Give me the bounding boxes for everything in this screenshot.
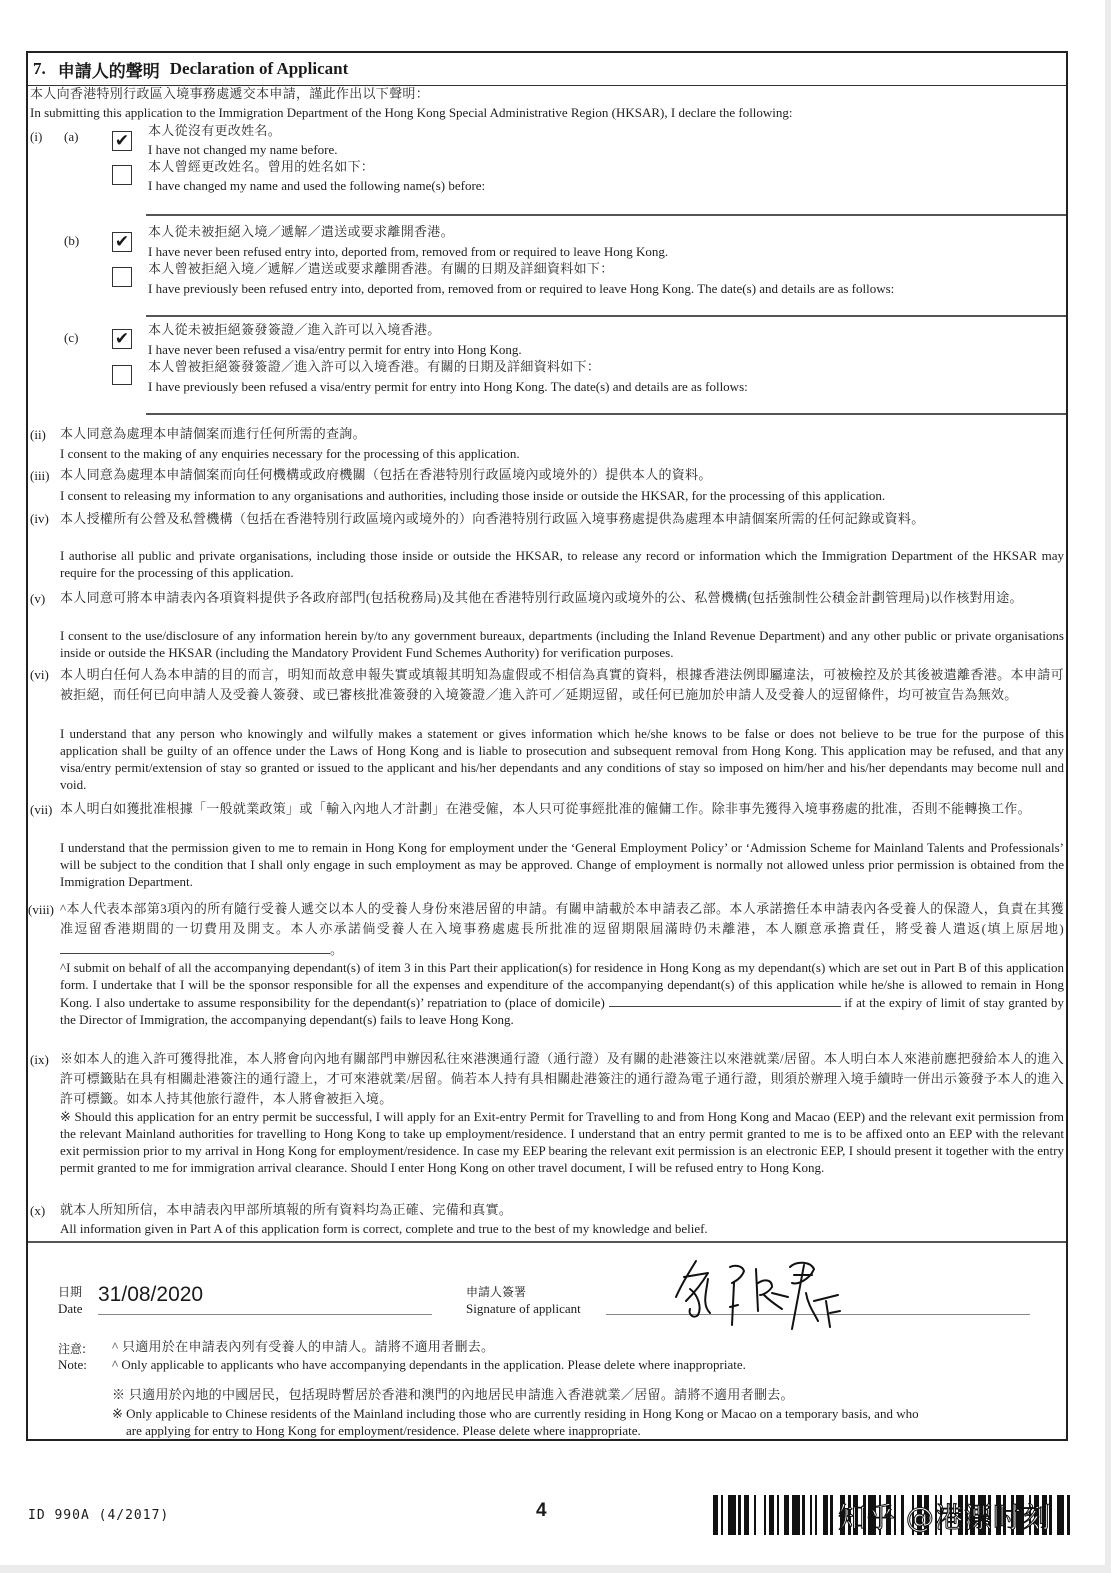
section-number: 7.: [33, 59, 46, 78]
note1-zh: ^ 只適用於在申請表內列有受養人的申請人。請將不適用者刪去。: [112, 1339, 495, 1354]
item-iii-en: I consent to releasing my information to any organisations and authorities, including those inside or outside the HKSAR, for the processing of this application.: [60, 488, 886, 503]
item-vii-label: (vii): [30, 802, 53, 817]
divider: [146, 315, 1066, 317]
checkbox-previously-refused-visa[interactable]: [112, 365, 132, 385]
item-x-en: All information given in Part A of this application form is correct, complete and true to the best of my knowledge and belief.: [60, 1221, 708, 1236]
checkbox-name-changed[interactable]: [112, 165, 132, 185]
intro-zh: 本人向香港特別行政區入境事務處遞交本申請，謹此作出以下聲明：: [30, 86, 430, 101]
declaration-form: [26, 51, 1068, 1441]
option-zh: 本人曾經更改姓名。曾用的姓名如下：: [148, 159, 375, 174]
item-iii-label: (iii): [30, 468, 50, 483]
check-icon: ✔: [114, 130, 130, 151]
item-iii-zh: 本人同意為處理本申請個案而向任何機構或政府機關（包括在香港特別行政區境內或境外的）提供本人的資料。: [60, 467, 712, 482]
option-en: I have changed my name and used the following name(s) before:: [148, 178, 486, 193]
item-x-zh: 就本人所知所信，本申請表內甲部所填報的所有資料均為正確、完備和真實。: [60, 1202, 513, 1217]
item-viii-label: (viii): [28, 902, 54, 917]
item-iv-zh: 本人授權所有公營及私營機構（包括在香港特別行政區境內或境外的）向香港特別行政區入境事務處提供為處理本申請個案所需的任何記錄或資料。: [60, 511, 925, 526]
date-field[interactable]: 31/08/2020: [98, 1283, 204, 1306]
option-zh: 本人曾被拒絕簽發簽證／進入許可以入境香港。有關的日期及詳細資料如下：: [148, 359, 601, 374]
checkbox-never-refused-entry[interactable]: [112, 232, 132, 252]
note-label-zh: 注意:: [58, 1342, 87, 1356]
item-viii-zh: ^本人代表本部第3項內的所有隨行受養人遞交以本人的受養人身份來港居留的申請。有關申請載於本申請表乙部。本人承諾擔任本申請表內各受養人的保證人，負責在其獲准逗留香港期間的一切費用及開支。本人亦承諾倘受養人在入境事務處處長所批准的逗留期限屆滿時仍未離港，本人願意承擔責任，將受養人遣返(填上原居地)。: [60, 901, 1064, 957]
handwritten-signature[interactable]: [668, 1249, 858, 1349]
note2-en-line1: ※ Only applicable to Chinese residents of the Mainland including those who are currently residing in Hong Kong or Macao on a temporary basis, and who: [112, 1406, 919, 1421]
domicile-field-en[interactable]: [609, 993, 841, 1007]
item-v-en: I consent to the use/disclosure of any information herein by/to any government bureaux, departments (including the Inland Revenue Department) and any other public or private organisations inside or outside the HKSAR (including the Mandatory Provident Fund Schemes Authority) for verification purposes.: [60, 628, 1064, 660]
item-i-c-label: (c): [64, 330, 79, 345]
item-i-a-label: (a): [64, 129, 79, 144]
section-title: [28, 53, 1066, 86]
option-en: I have not changed my name before.: [148, 142, 338, 157]
refused-entry-details-field[interactable]: [148, 296, 1066, 314]
item-vi-label: (vi): [30, 667, 49, 682]
option-en: I have never been refused entry into, deported from, removed from or required to leave Hong Kong.: [148, 244, 669, 259]
note-label-en: Note:: [58, 1357, 87, 1372]
previous-names-field[interactable]: [148, 195, 1066, 213]
item-ii-zh: 本人同意為處理本申請個案而進行任何所需的查詢。: [60, 426, 366, 441]
item-ix-label: (ix): [30, 1052, 49, 1067]
item-ix-en: ※ Should this application for an entry permit be successful, I will apply for an Exit-entry Permit for Travelling to and from Hong Kong and Macao (EEP) and the relevant exit permission from the relevant Mainland authorities for travelling to Hong Kong to take up employment/residence. I understand that an entry permit granted to me is to be affixed onto an EEP with the relevant exit permission prior to my arrival in Hong Kong for employment/residence. In case my EEP bearing the relevant exit permission is an electronic EEP, I should present it together with the entry permit granted to me for immigration arrival clearance. Should I enter Hong Kong on other travel document, I will be refused entry to Hong Kong.: [60, 1109, 1064, 1175]
checkbox-never-refused-visa[interactable]: [112, 329, 132, 349]
item-ii-label: (ii): [30, 427, 46, 442]
option-zh: 本人曾被拒絕入境／遞解／遣送或要求離開香港。有關的日期及詳細資料如下：: [148, 261, 614, 276]
note2-en-line2: are applying for entry to Hong Kong for employment/residence. Please delete where inappropriate.: [126, 1423, 641, 1438]
option-zh: 本人從未被拒絕簽發簽證／進入許可以入境香港。: [148, 322, 441, 337]
section-title-zh: 申請人的聲明: [57, 61, 160, 82]
signature-label-zh: 申請人簽署: [466, 1285, 527, 1299]
check-icon: ✔: [114, 231, 130, 252]
option-zh: 本人從未被拒絕入境／遞解／遣送或要求離開香港。: [148, 224, 454, 239]
check-icon: ✔: [114, 328, 130, 349]
date-line: [98, 1314, 432, 1315]
item-x-label: (x): [30, 1203, 46, 1218]
signature-divider: [28, 1241, 1066, 1243]
date-label-en: Date: [58, 1301, 83, 1316]
item-vii-zh: 本人明白如獲批准根據「一般就業政策」或「輸入內地人才計劃」在港受僱，本人只可從事經批准的僱傭工作。除非事先獲得入境事務處的批准，否則不能轉換工作。: [60, 801, 1031, 816]
note2-zh: ※ 只適用於內地的中國居民，包括現時暫居於香港和澳門的內地居民申請進入香港就業／居留。請將不適用者刪去。: [112, 1387, 794, 1402]
item-vii-en: I understand that the permission given to me to remain in Hong Kong for employment under the ‘General Employment Policy’ or ‘Admission Scheme for Mainland Talents and Professionals’ will be subject to the condition that I shall only engage in such employment as may be approved. Change of employment is normally not allowed unless prior permission is obtained from the Immigration Department.: [60, 840, 1064, 889]
domicile-field-zh[interactable]: [60, 939, 330, 954]
option-en: I have previously been refused entry into, deported from, removed from or required to leave Hong Kong. The date(s) and details are as follows:: [148, 281, 895, 296]
item-viii-en: ^I submit on behalf of all the accompanying dependant(s) of item 3 in this Part their application(s) for residence in Hong Kong as my dependant(s) which are set out in Part B of this application form. I undertake that I will be the sponsor responsible for all the expenses and expenditure of the accompanying dependant(s) of this application while he/she is allowed to remain in Hong Kong. I also undertake to assume responsibility for the dependant(s)’ repatriation to (place of domicile) if at the expiry of limit of stay granted by the Director of Immigration, the accompanying dependant(s) fails to leave Hong Kong.: [60, 960, 1065, 1027]
item-ii-en: I consent to the making of any enquiries necessary for the processing of this application.: [60, 446, 520, 461]
page-bottom: [0, 1565, 1111, 1573]
option-en: I have never been refused a visa/entry permit for entry into Hong Kong.: [148, 342, 522, 357]
item-vi-en: I understand that any person who knowingly and wilfully makes a statement or gives information which he/she knows to be false or does not believe to be true for the purpose of this application shall be guilty of an offence under the Laws of Hong Kong and is liable to prosecution and subsequent removal from Hong Kong. This application may be refused, and that any visa/entry permit/extension of stay so granted or issued to the applicant and his/her dependants and any conditions of stay so imposed on him/her and his/her dependants may become null and void.: [60, 726, 1064, 792]
checkbox-previously-refused-entry[interactable]: [112, 267, 132, 287]
watermark: 知乎 @港漂时刻: [838, 1501, 1051, 1534]
item-ix-zh: ※如本人的進入許可獲得批准，本人將會向內地有關部門申辦因私往來港澳通行證（通行證）及有關的赴港簽注以來港就業/居留。本人明白本人來港前應把發給本人的進入許可標籤貼在具有相關赴港簽注的通行證上，才可來港就業/居留。倘若本人持有具相關赴港簽注的通行證為電子通行證，則須於辦理入境手續時一併出示簽發予本人的進入許可標籤。如本人持其他旅行證件，本人將會被拒入境。: [60, 1051, 1064, 1106]
note1-en: ^ Only applicable to applicants who have accompanying dependants in the application. Please delete where inappropriate.: [112, 1357, 746, 1372]
item-iv-label: (iv): [30, 511, 49, 526]
signature-label-en: Signature of applicant: [466, 1301, 581, 1316]
refused-visa-details-field[interactable]: [148, 394, 1066, 412]
item-iv-en: I authorise all public and private organisations, including those inside or outside the HKSAR, to release any record or information which the Immigration Department of the HKSAR may require for the processing of this application.: [60, 548, 1064, 580]
page-number: 4: [536, 1500, 547, 1521]
item-v-label: (v): [30, 591, 46, 606]
item-v-zh: 本人同意可將本申請表內各項資料提供予各政府部門(包括稅務局)及其他在香港特別行政區境內或境外的公、私營機構(包括強制性公積金計劃管理局)以作核對用途。: [60, 590, 1023, 605]
item-i-b-label: (b): [64, 233, 80, 248]
item-vi-zh: 本人明白任何人為本申請的目的而言，明知而故意申報失實或填報其明知為虛假或不相信為真實的資料，根據香港法例即屬違法，可被檢控及於其後被遣離香港。本申請可被拒絕，而任何已向申請人及受養人簽發、或已審核批准簽發的入境簽證／進入許可／延期逗留，或任何已施加於申請人及受養人的逗留條件，均可被宣告為無效。: [60, 667, 1064, 702]
divider: [146, 214, 1066, 216]
section-title-en: Declaration of Applicant: [169, 59, 349, 78]
date-label-zh: 日期: [58, 1285, 83, 1299]
divider: [146, 413, 1066, 415]
page-edge: [1105, 0, 1111, 1573]
intro-en: In submitting this application to the Immigration Department of the Hong Kong Special Administrative Region (HKSAR), I declare the following:: [30, 105, 793, 120]
option-en: I have previously been refused a visa/entry permit for entry into Hong Kong. The date(s) and details are as follows:: [148, 379, 748, 394]
form-code: ID 990A (4/2017): [28, 1508, 170, 1523]
option-zh: 本人從沒有更改姓名。: [148, 123, 282, 138]
item-i-label: (i): [30, 129, 43, 144]
checkbox-name-not-changed[interactable]: [112, 131, 132, 151]
